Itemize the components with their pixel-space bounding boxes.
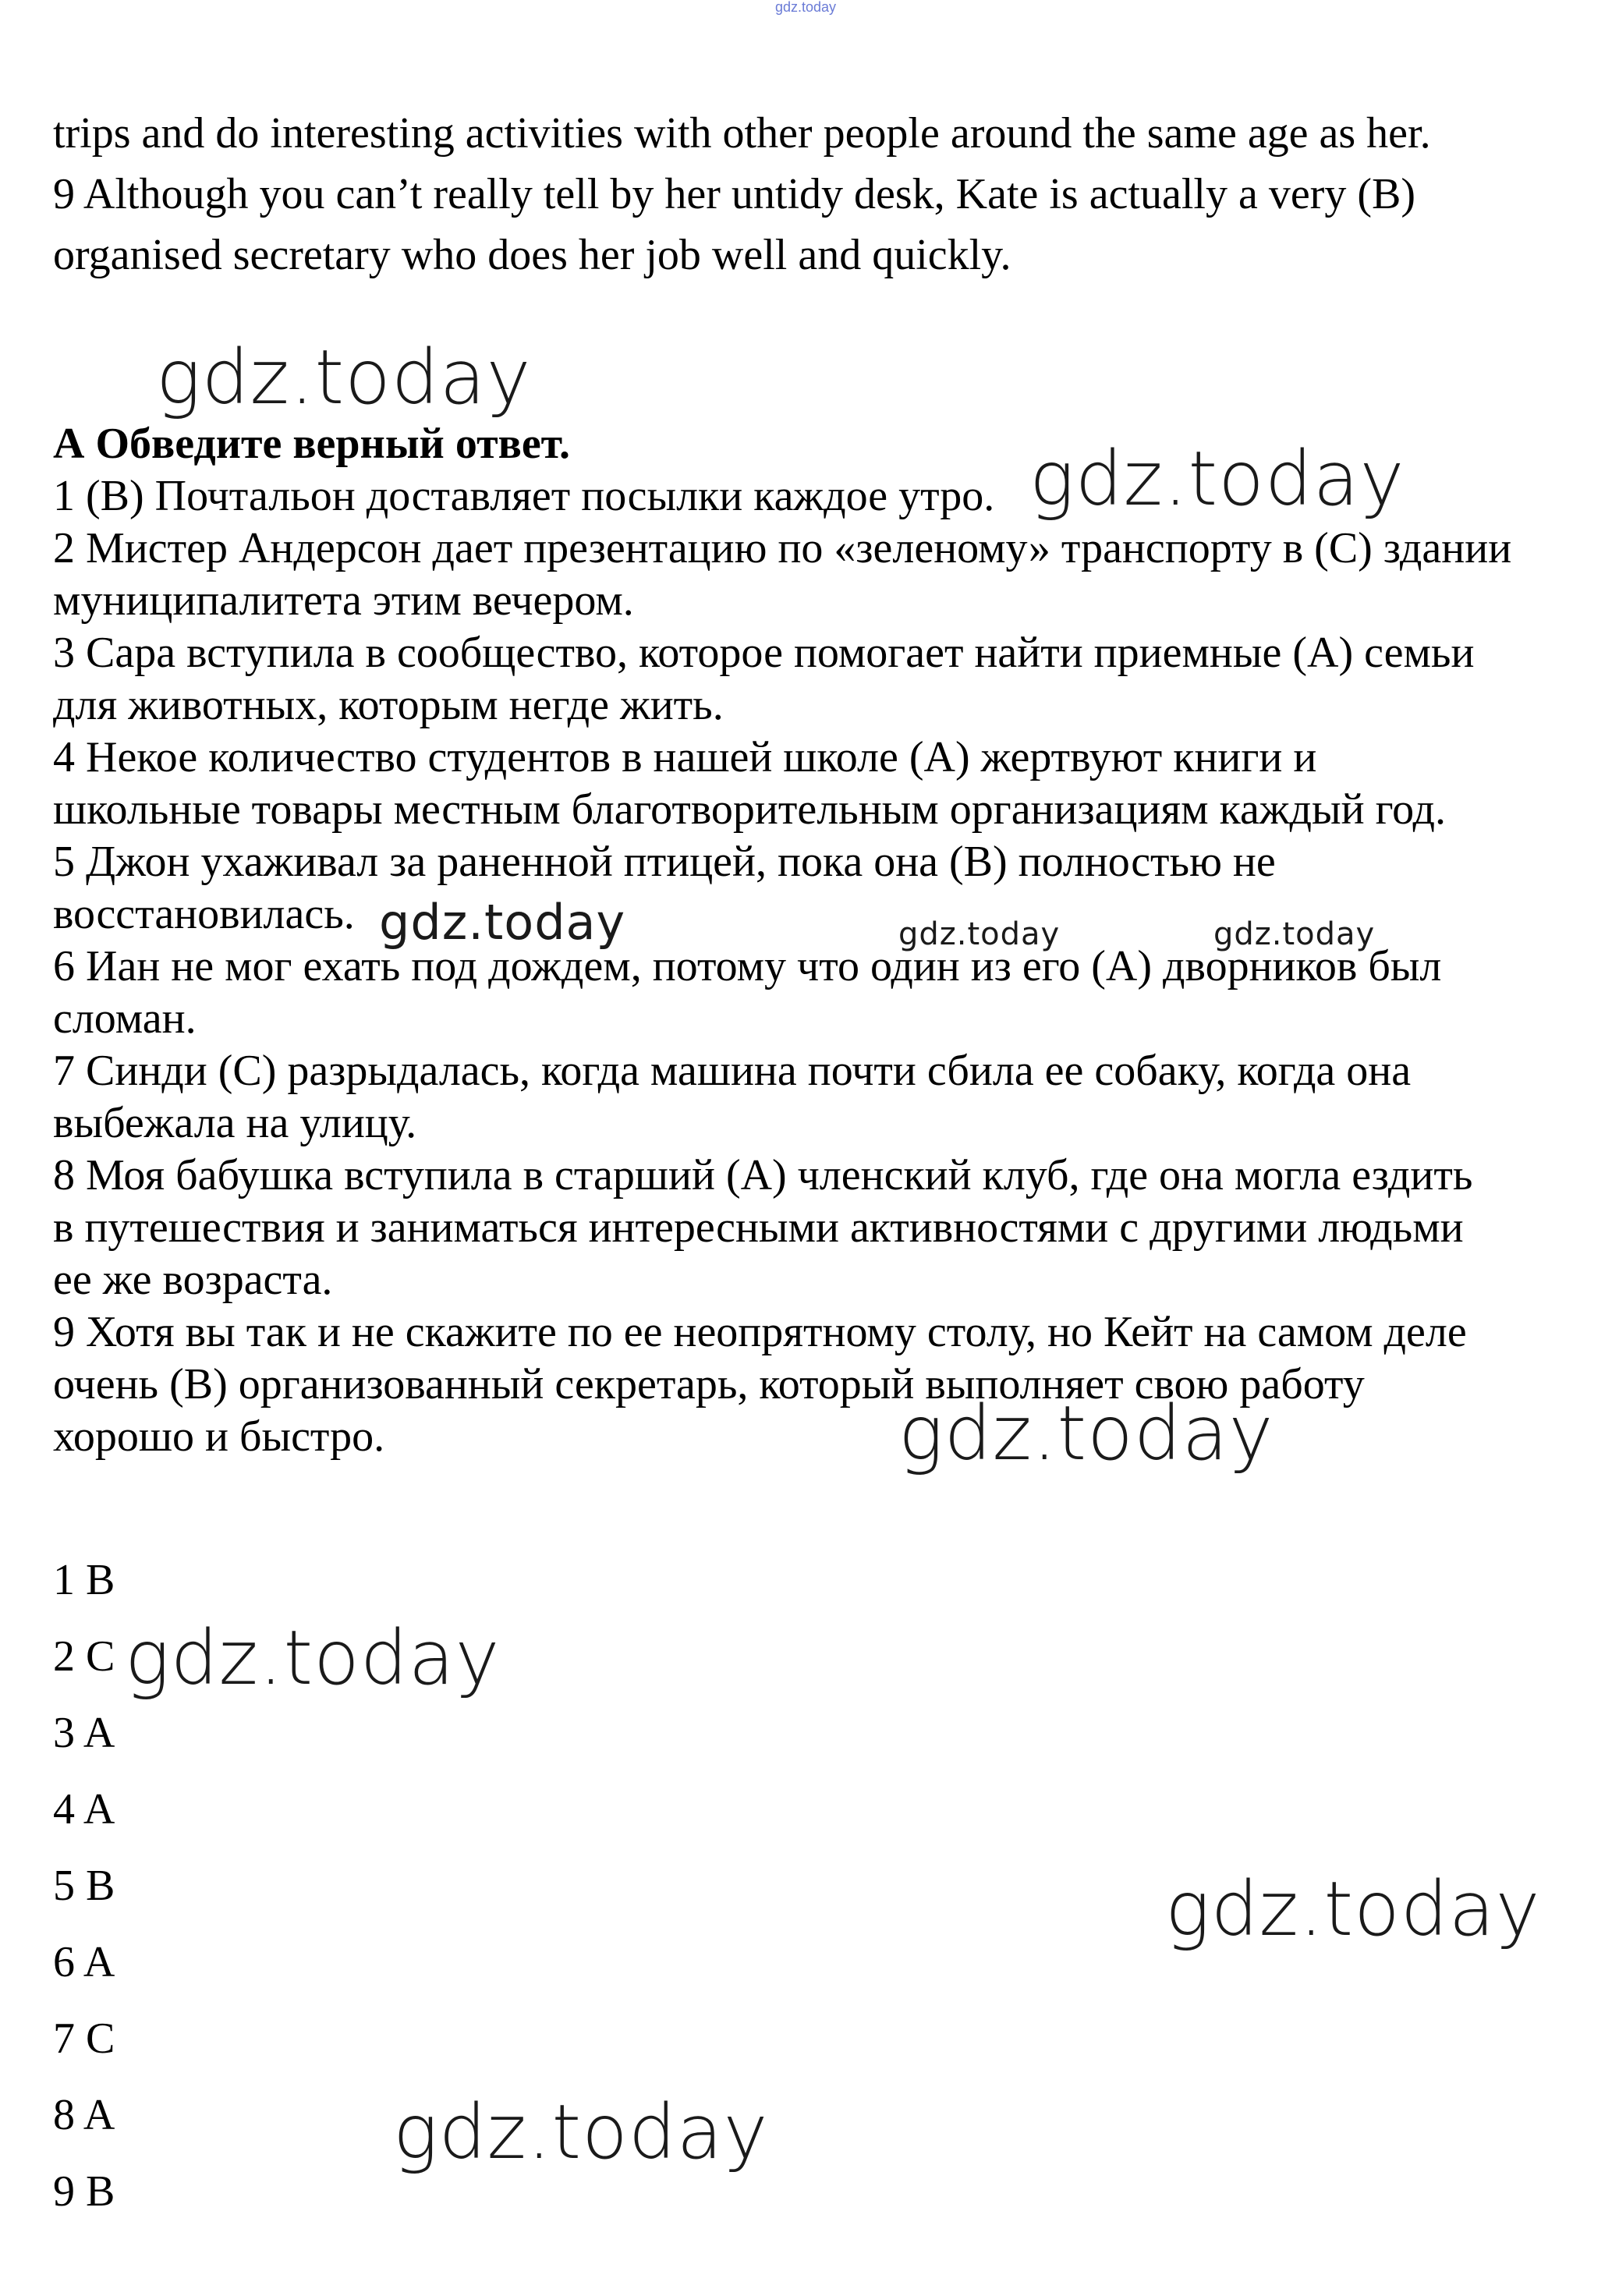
russian-line: в путешествия и заниматься интересными активностями с другими людьми — [53, 1203, 1464, 1252]
answer-item: 4 A — [53, 1785, 115, 1834]
watermark: gdz.today — [393, 2089, 769, 2176]
answer-item: 1 B — [53, 1556, 115, 1604]
russian-line: муниципалитета этим вечером. — [53, 576, 634, 625]
english-text-block — [53, 103, 1582, 285]
answer-item: 9 B — [53, 2167, 115, 2216]
english-line: 9 Although you can’t really tell by her untidy desk, Kate is actually a very (B) — [53, 170, 1415, 218]
watermark: gdz.today — [1029, 435, 1405, 523]
answer-item: 8 A — [53, 2091, 115, 2139]
russian-line: для животных, которым негде жить. — [53, 681, 724, 729]
russian-line: 2 Мистер Андерсон дает презентацию по «зеленому» транспорту в (С) здании — [53, 524, 1512, 572]
answer-item: 7 C — [53, 2014, 115, 2063]
watermark: gdz.today — [379, 894, 626, 951]
russian-line: восстановилась. — [53, 890, 355, 938]
russian-line: школьные товары местным благотворительным организациям каждый год. — [53, 785, 1447, 834]
russian-line: 5 Джон ухаживал за раненной птицей, пока она (В) полностью не — [53, 838, 1276, 886]
russian-line: сломан. — [53, 994, 197, 1043]
russian-line: 6 Иан не мог ехать под дождем, потому что один из его (А) дворников был — [53, 942, 1442, 990]
russian-line: 8 Моя бабушка вступила в старший (А) членский клуб, где она могла ездить — [53, 1151, 1473, 1199]
answer-item: 6 A — [53, 1938, 115, 1986]
russian-line: 1 (В) Почтальон доставляет посылки каждое утро. — [53, 472, 995, 520]
russian-line: ее же возраста. — [53, 1256, 333, 1304]
english-line: organised secretary who does her job well and quickly. — [53, 231, 1011, 279]
russian-line: выбежала на улицу. — [53, 1099, 417, 1147]
answer-item: 5 B — [53, 1862, 115, 1910]
watermark: gdz.today — [1165, 1866, 1541, 1953]
russian-line: хорошо и быстро. — [53, 1412, 385, 1461]
top-watermark: gdz.today — [775, 0, 837, 15]
watermark: gdz.today — [156, 334, 532, 421]
watermark: gdz.today — [1213, 916, 1376, 952]
russian-line: 7 Синди (С) разрыдалась, когда машина почти сбила ее собаку, когда она — [53, 1047, 1412, 1095]
english-line: trips and do interesting activities with other people around the same age as her. — [53, 109, 1431, 158]
russian-line: 3 Сара вступила в сообщество, которое помогает найти приемные (А) семьи — [53, 629, 1475, 677]
section-heading: А Обведите верный ответ. — [53, 420, 570, 468]
answer-item: 2 C — [53, 1632, 115, 1681]
answer-item: 3 A — [53, 1709, 115, 1757]
russian-line: очень (В) организованный секретарь, который выполняет свою работу — [53, 1360, 1365, 1408]
russian-line: 4 Некое количество студентов в нашей школе (А) жертвуют книги и — [53, 733, 1317, 781]
watermark: gdz.today — [125, 1614, 501, 1702]
russian-line: 9 Хотя вы так и не скажите по ее неопрятному столу, но Кейт на самом деле — [53, 1308, 1467, 1356]
watermark: gdz.today — [898, 1390, 1274, 1477]
watermark: gdz.today — [898, 916, 1061, 952]
